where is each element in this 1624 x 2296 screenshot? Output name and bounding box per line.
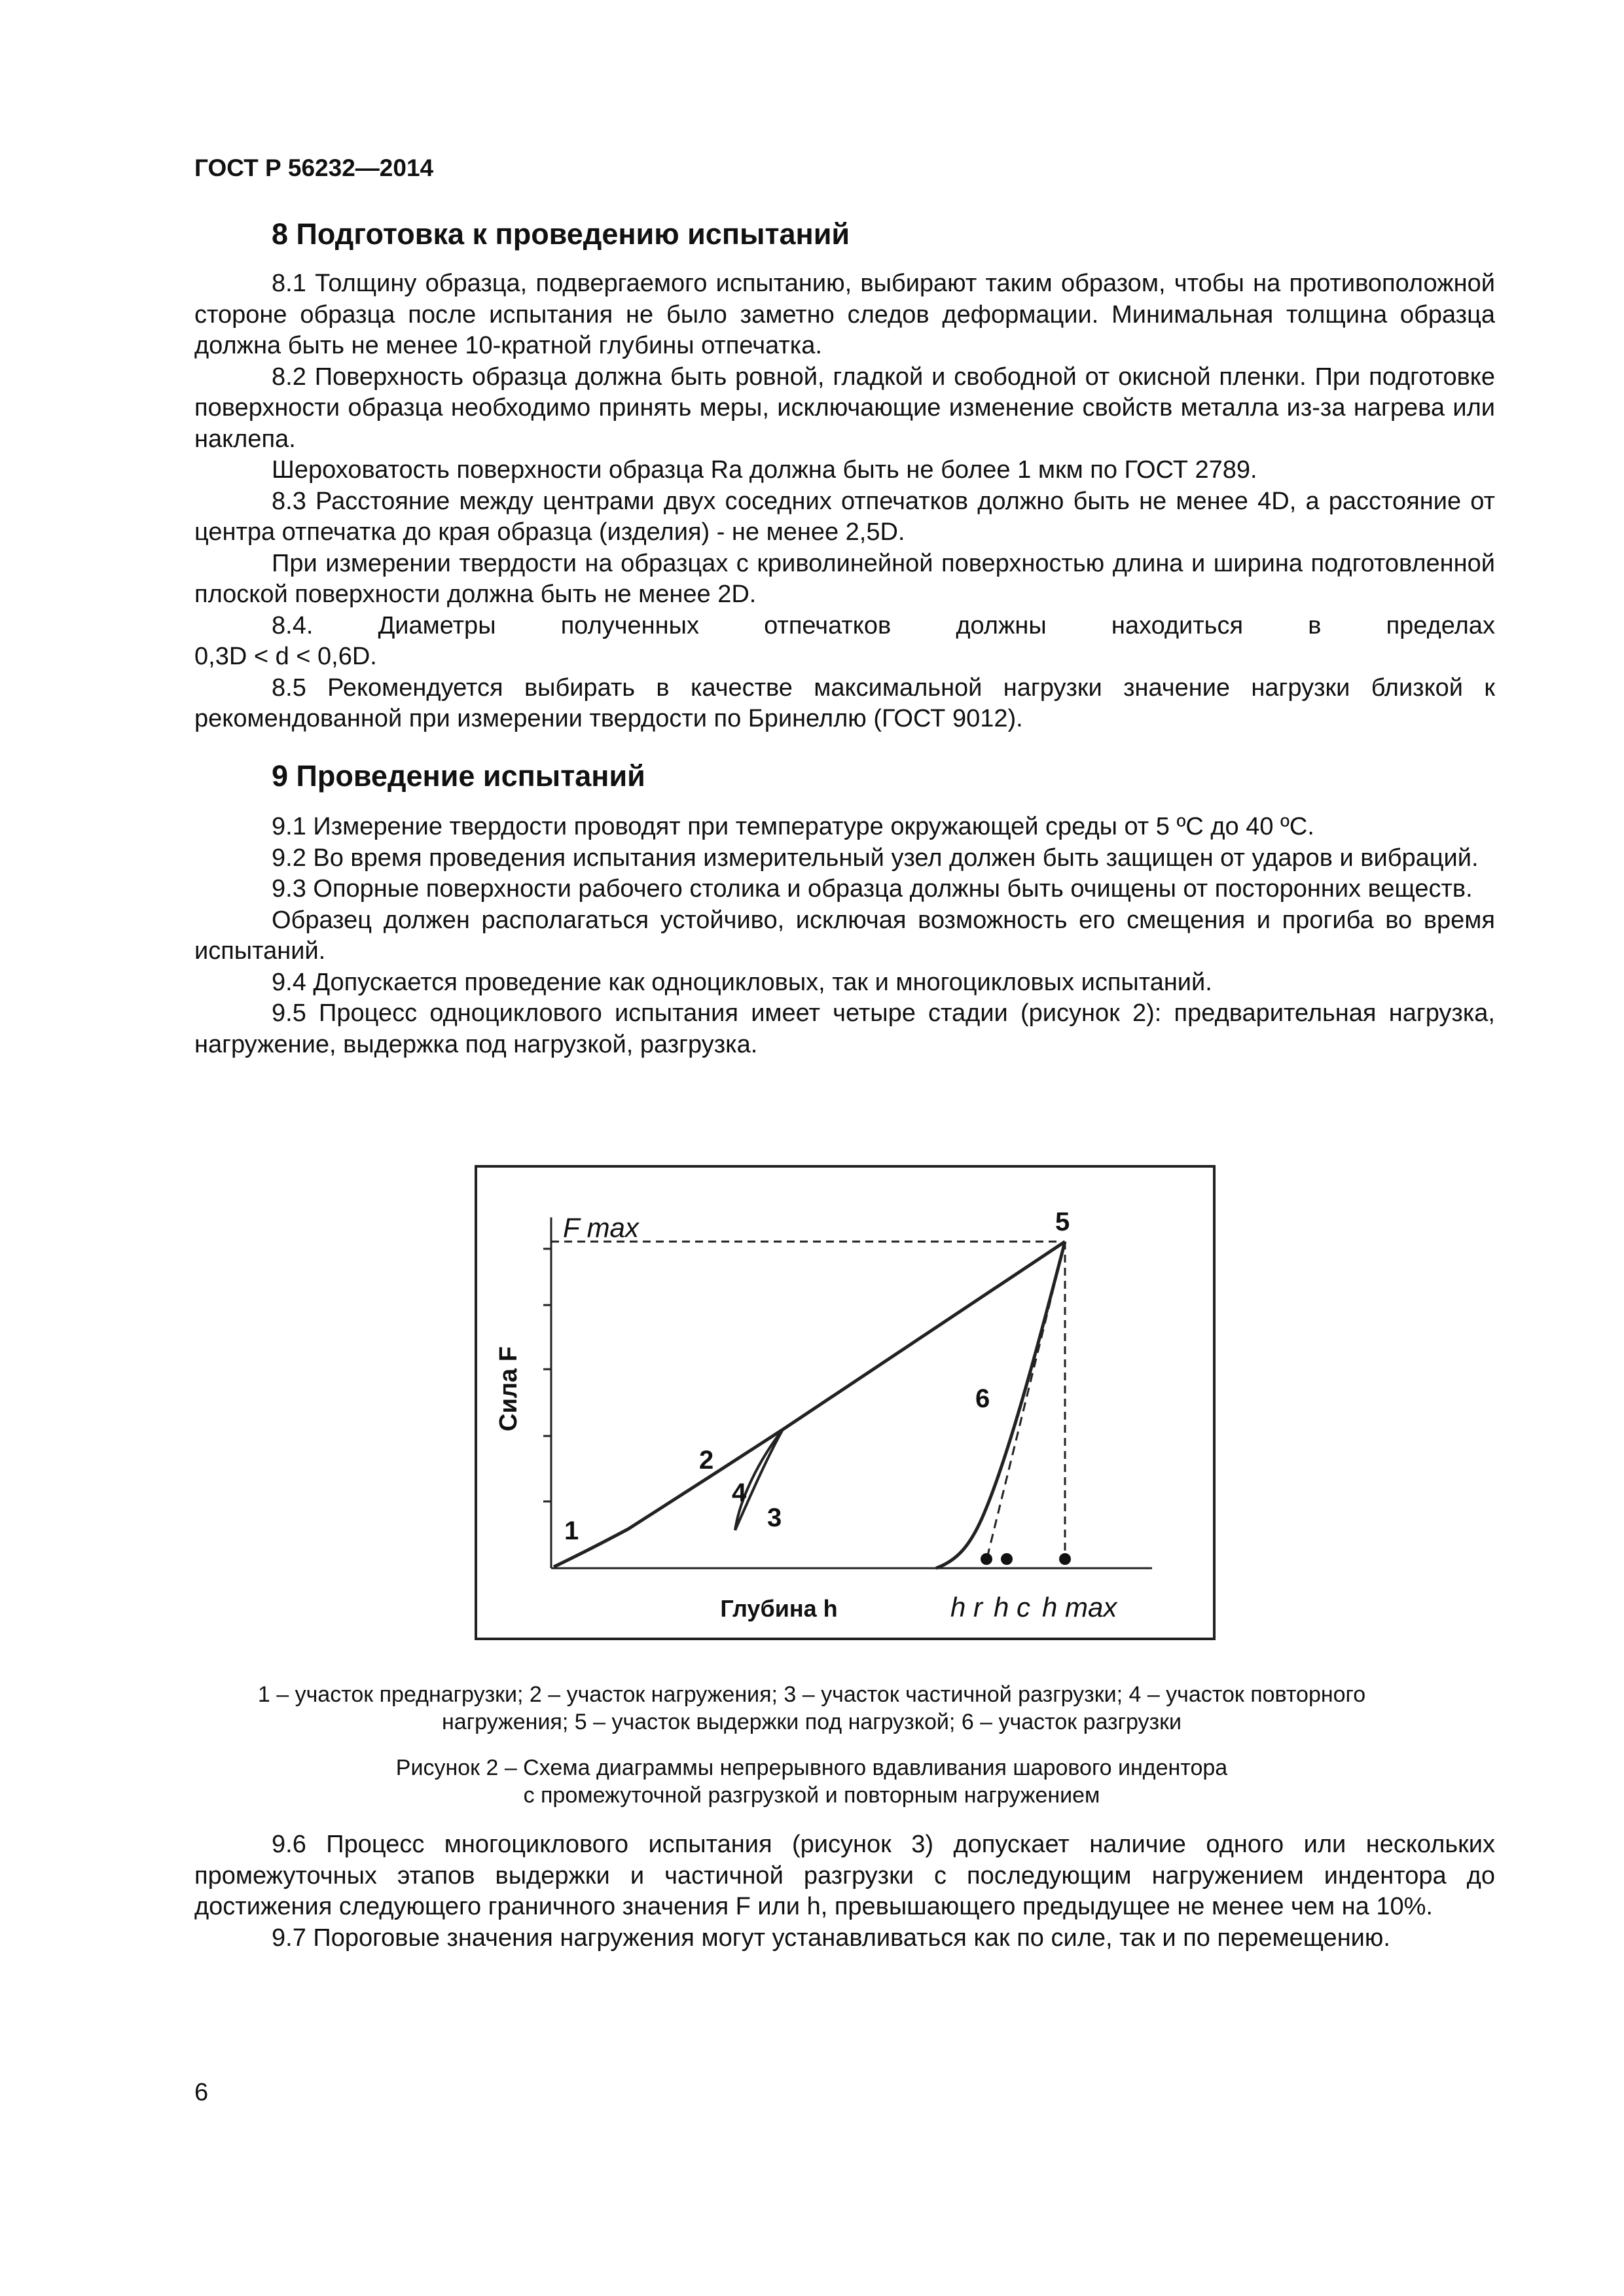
p84-word: пределах [1386, 611, 1495, 639]
paragraph-9-4: 9.4 Допускается проведение как одноцикловых, так и многоцикловых испытаний. [272, 968, 1212, 996]
paragraph-9-6: 9.6 Процесс многоциклового испытания (рисунок 3) допускает наличие одного или нескольких промежуточных этапов выдержки и частичной разгрузки с последующим нагружением индентора до достижения следующего граничного значения F или h, превышающего предыдущее не менее чем на 10%. [194, 1831, 1495, 1920]
hr-point [981, 1553, 992, 1565]
figure-caption [164, 1754, 1460, 1809]
p84-word: 8.4. [272, 611, 314, 639]
paragraph-8-3: 8.3 Расстояние между центрами двух соседних отпечатков должно быть не менее 4D, а расстояние от центра отпечатка до края образца (изделия) - не менее 2,5D. [194, 487, 1495, 546]
p84-word: находиться [1111, 611, 1244, 639]
stage-1-label: 1 [564, 1516, 579, 1545]
document-code: ГОСТ Р 56232—2014 [194, 154, 434, 181]
section-9-title: 9 Проведение испытаний [272, 759, 645, 793]
stage-2-label: 2 [699, 1446, 714, 1475]
hr-label: h r [950, 1592, 983, 1623]
hc-label: h c [994, 1592, 1031, 1623]
stage-5-label: 5 [1055, 1208, 1070, 1236]
caption-line: Рисунок 2 – Схема диаграммы непрерывного вдавливания шарового индентора [395, 1755, 1228, 1780]
stage-6-label: 6 [975, 1384, 990, 1413]
p84-word: должны [956, 611, 1047, 639]
p84-word: Диаметры [378, 611, 496, 639]
paragraph-9-5: 9.5 Процесс одноциклового испытания имеет четыре стадии (рисунок 2): предварительная нагрузка, нагружение, выдержка под нагрузкой, разгрузка. [194, 999, 1495, 1058]
paragraph-8-4-continued: 0,3D < d < 0,6D. [194, 643, 377, 670]
paragraph-8-5: 8.5 Рекомендуется выбирать в качестве максимальной нагрузки значение нагрузки близкой к рекомендованной при измерении твердости по Бринеллю (ГОСТ 9012). [194, 673, 1495, 732]
legend-line: нагружения; 5 – участок выдержки под нагрузкой; 6 – участок разгрузки [442, 1710, 1182, 1734]
legend-line: 1 – участок преднагрузки; 2 – участок нагружения; 3 – участок частичной разгрузки; 4 – участок повторного [257, 1682, 1366, 1707]
paragraph-8-3-curved: При измерении твердости на образцах с криволинейной поверхностью длина и ширина подготовленной плоской поверхности должна быть не менее 2D. [194, 549, 1495, 608]
paragraph-9-3-placement: Образец должен располагаться устойчиво, исключая возможность его смещения и прогиба во время испытаний. [194, 906, 1495, 965]
paragraph-9-7: 9.7 Пороговые значения нагружения могут устанавливаться как по силе, так и по перемещению. [272, 1924, 1390, 1952]
y-axis-label: Сила F [495, 1346, 522, 1431]
hmax-label: h max [1042, 1592, 1117, 1623]
paragraph-8-2: 8.2 Поверхность образца должна быть ровной, гладкой и свободной от окисной пленки. При подготовке поверхности образца необходимо принять меры, исключающие изменение свойств металла из-за нагрева или наклепа. [194, 363, 1495, 453]
p84-word: полученных [560, 611, 699, 639]
paragraph-9-2: 9.2 Во время проведения испытания измерительный узел должен быть защищен от ударов и вибраций. [272, 844, 1479, 872]
page-number: 6 [194, 2079, 209, 2106]
paragraph-8-2-roughness: Шероховатость поверхности образца Ra должна быть не более 1 мкм по ГОСТ 2789. [272, 456, 1257, 484]
x-axis-label: Глубина h [720, 1595, 838, 1622]
paragraph-9-1: 9.1 Измерение твердости проводят при температуре окружающей среды от 5 ºС до 40 ºС. [272, 813, 1314, 840]
fmax-label: F max [563, 1212, 639, 1243]
stage-4-label: 4 [732, 1479, 747, 1507]
hc-point [1001, 1553, 1013, 1565]
section-8-title: 8 Подготовка к проведению испытаний [272, 217, 850, 251]
section-9-body-continued [194, 1829, 1495, 1954]
figure-legend [164, 1681, 1460, 1736]
paragraph-8-1: 8.1 Толщину образца, подвергаемого испытанию, выбирают таким образом, чтобы на противоположной стороне образца после испытания не было заметно следов деформации. Минимальная толщина образца должна быть не менее 10-кратной глубины отпечатка. [194, 270, 1495, 359]
tangent-dashed-line [987, 1242, 1065, 1558]
paragraph-9-3: 9.3 Опорные поверхности рабочего столика и образца должны быть очищены от посторонних веществ. [272, 875, 1473, 903]
unloading-curve [936, 1242, 1065, 1568]
caption-line: с промежуточной разгрузкой и повторным нагружением [523, 1783, 1100, 1808]
p84-word: отпечатков [764, 611, 892, 639]
hmax-point [1059, 1553, 1071, 1565]
p84-word: в [1308, 611, 1322, 639]
stage-3-label: 3 [767, 1503, 782, 1532]
